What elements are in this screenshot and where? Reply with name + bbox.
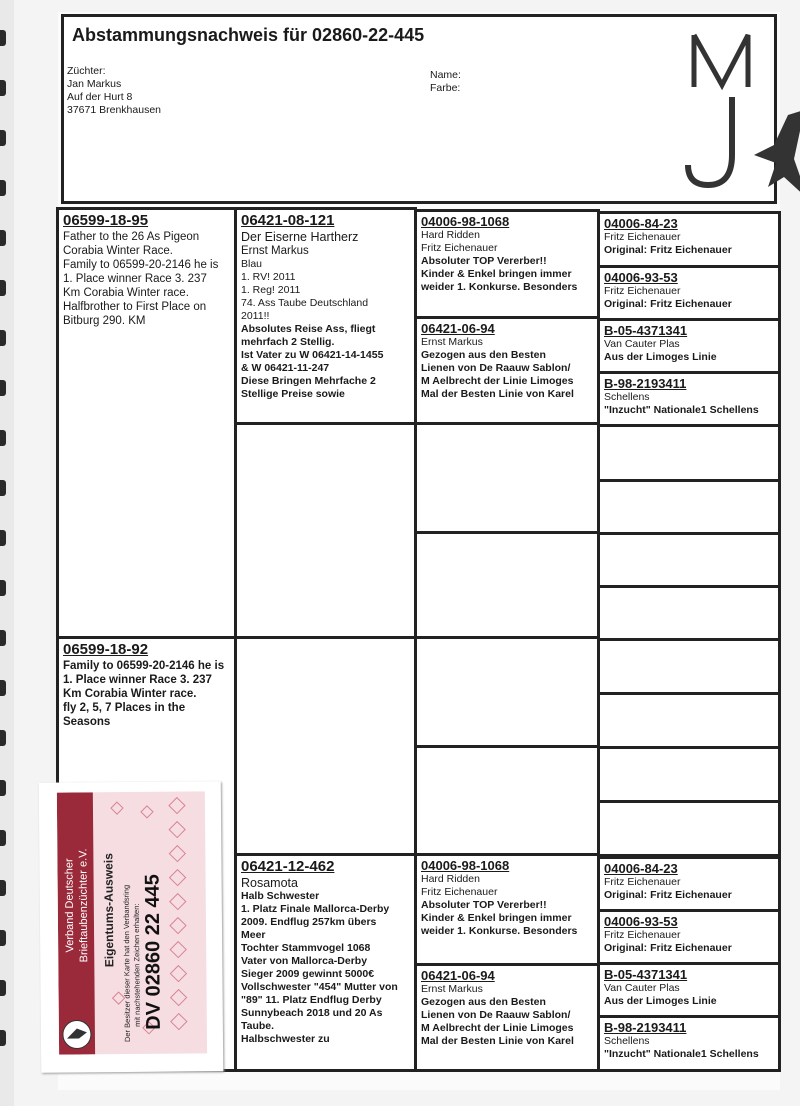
gen3-card-b <box>414 316 600 425</box>
gen4-card-8 <box>597 1015 781 1072</box>
g4-4-breeder: Schellens <box>604 391 650 403</box>
card-title: Eigentums-Ausweis <box>101 853 117 968</box>
breeder-label: Züchter: <box>67 65 106 77</box>
binder-hole <box>0 30 6 46</box>
g3a-info: Absoluter TOP Vererber!! Kinder & Enkel bringen immer weider 1. Konkurse. Besonders <box>421 255 578 293</box>
g4-3-ring: B-05-4371341 <box>604 323 688 338</box>
ff-results: 1. RV! 2011 1. Reg! 2011 74. Ass Taube Deutschland 2011!! <box>241 271 369 322</box>
g4-6-info: Original: Fritz Eichenauer <box>604 942 732 954</box>
empty-cell <box>414 745 600 856</box>
gen4-card-1 <box>597 211 781 268</box>
gen4-card-2 <box>597 265 781 321</box>
g4-8-breeder: Schellens <box>604 1035 650 1047</box>
mm-ring: 06421-12-462 <box>241 858 335 875</box>
empty-cell <box>414 422 600 534</box>
gen4-card-4 <box>597 371 781 427</box>
g3d-ring: 06421-06-94 <box>421 968 495 983</box>
g4-7-breeder: Van Cauter Plas <box>604 982 680 994</box>
mother-mother-card <box>234 853 417 1072</box>
mother-ring: 06599-18-92 <box>63 641 149 658</box>
gen3-card-a <box>414 209 600 319</box>
mm-info: Halb Schwester 1. Platz Finale Mallorca-Derby 2009. Endflug 257km übers Meer Tochter Stammvogel 1068 Vater von Mallorca-Derby Sieger 2009 gewinnt 5000€ Vollschwester "454" Mutter von "89" 11. Platz Endflug Derby Sunnybeach 2018 und 20 As Taube. Halbschwester zu <box>241 890 398 1045</box>
g4-3-info: Aus der Limoges Linie <box>604 351 717 363</box>
ownership-card-body <box>57 791 207 1054</box>
ff-breeder: Ernst Markus <box>241 245 309 257</box>
gen4-card-5 <box>597 856 781 912</box>
empty-cell <box>597 692 781 749</box>
gen4-card-3 <box>597 318 781 374</box>
ff-ring: 06421-08-121 <box>241 212 335 229</box>
g3a-name: Hard Ridden <box>421 229 480 241</box>
father-card <box>56 207 237 639</box>
gen3-card-d <box>414 963 600 1072</box>
card-org-line2: Brieftaubenzüchter e.V. <box>77 848 91 963</box>
color-label: Farbe: <box>430 82 461 94</box>
binder-hole <box>0 180 6 196</box>
g4-7-ring: B-05-4371341 <box>604 967 688 982</box>
g4-8-ring: B-98-2193411 <box>604 1020 687 1035</box>
g3b-breeder: Ernst Markus <box>421 336 483 348</box>
g4-2-ring: 04006-93-53 <box>604 270 678 285</box>
father-info: Father to the 26 As Pigeon Corabia Winter Race. Family to 06599-20-2146 he is 1. Place winner Race 3. 237 Km Corabia Winter race. Halfbrother to First Place on Bitburg 290. KM <box>63 231 219 327</box>
g4-5-ring: 04006-84-23 <box>604 861 678 876</box>
g4-6-ring: 04006-93-53 <box>604 914 678 929</box>
empty-cell <box>597 746 781 803</box>
g4-4-ring: B-98-2193411 <box>604 376 687 391</box>
gen4-card-6 <box>597 909 781 965</box>
g3b-ring: 06421-06-94 <box>421 321 495 336</box>
g4-2-breeder: Fritz Eichenauer <box>604 285 681 297</box>
binder-hole <box>0 830 6 846</box>
g3b-info: Gezogen aus den Besten Lienen von De Raauw Sablon/ M Aelbrecht der Linie Limoges Mal der Besten Linie von Karel <box>421 349 574 400</box>
g4-8-info: "Inzucht" Nationale1 Schellens <box>604 1048 759 1060</box>
binder-hole <box>0 880 6 896</box>
card-note-line2: mit nachstehenden Zeichen erhalten: <box>131 903 142 1027</box>
g4-1-ring: 04006-84-23 <box>604 216 678 231</box>
empty-cell <box>597 424 781 482</box>
g3d-info: Gezogen aus den Besten Lienen von De Raauw Sablon/ M Aelbrecht der Linie Limoges Mal der Besten Linie von Karel <box>421 996 574 1047</box>
g3c-ring: 04006-98-1068 <box>421 858 510 873</box>
gen4-card-7 <box>597 962 781 1018</box>
binder-hole <box>0 630 6 646</box>
breeder-city: 37671 Brenkhausen <box>67 104 161 116</box>
name-color-fields <box>430 69 461 95</box>
ff-color: Blau <box>241 258 263 270</box>
g3c-breeder: Fritz Eichenauer <box>421 886 498 898</box>
g4-5-info: Original: Fritz Eichenauer <box>604 889 732 901</box>
father-ring: 06599-18-95 <box>63 212 149 229</box>
card-note-line1: Der Besitzer dieser Karte hat den Verbandsring <box>121 884 133 1043</box>
binder-hole <box>0 480 6 496</box>
binder-hole <box>0 530 6 546</box>
binder-hole <box>0 680 6 696</box>
g4-2-info: Original: Fritz Eichenauer <box>604 298 732 310</box>
mother-info: Family to 06599-20-2146 he is 1. Place winner Race 3. 237 Km Corabia Winter race. fly 2, 5, 7 Places in the Seasons <box>63 660 225 728</box>
binder-hole <box>0 130 6 146</box>
empty-cell <box>414 636 600 748</box>
page-title: Abstammungsnachweis für 02860-22-445 <box>72 25 425 45</box>
father-father-card <box>234 207 417 425</box>
binder-hole <box>0 380 6 396</box>
g4-6-breeder: Fritz Eichenauer <box>604 929 681 941</box>
g4-4-info: "Inzucht" Nationale1 Schellens <box>604 404 759 416</box>
binder-hole <box>0 1030 6 1046</box>
g3d-breeder: Ernst Markus <box>421 983 483 995</box>
breeder-street: Auf der Hurt 8 <box>67 91 133 103</box>
g3a-breeder: Fritz Eichenauer <box>421 242 498 254</box>
binder-hole <box>0 780 6 796</box>
ownership-card <box>39 781 224 1073</box>
empty-cell <box>597 800 781 857</box>
binder-hole <box>0 230 6 246</box>
ff-info: Absolutes Reise Ass, fliegt mehrfach 2 Stellig. Ist Vater zu W 06421-14-1455 & W 06421-11-247 Diese Bringen Mehrfache 2 Stellige Preise sowie <box>241 323 384 400</box>
gen3-card-c <box>414 853 600 966</box>
binder-hole <box>0 980 6 996</box>
breeder-info <box>67 65 161 117</box>
mm-name: Rosamota <box>241 876 298 890</box>
breeder-name: Jan Markus <box>67 78 122 90</box>
empty-cell <box>597 479 781 535</box>
g3c-info: Absoluter TOP Vererber!! Kinder & Enkel bringen immer weider 1. Konkurse. Besonders <box>421 899 578 937</box>
binder-hole <box>0 80 6 96</box>
binder-hole <box>0 730 6 746</box>
g4-5-breeder: Fritz Eichenauer <box>604 876 681 888</box>
binder-hole <box>0 430 6 446</box>
binder-hole <box>0 580 6 596</box>
empty-cell <box>597 585 781 641</box>
binder-hole <box>0 280 6 296</box>
g3a-ring: 04006-98-1068 <box>421 214 510 229</box>
ff-name: Der Eiserne Hartherz <box>241 230 359 244</box>
name-label: Name: <box>430 69 461 81</box>
empty-cell <box>597 638 781 695</box>
g3c-name: Hard Ridden <box>421 873 480 885</box>
empty-cell <box>234 422 417 639</box>
binder-hole <box>0 930 6 946</box>
g4-1-info: Original: Fritz Eichenauer <box>604 244 732 256</box>
g4-7-info: Aus der Limoges Linie <box>604 995 717 1007</box>
g4-1-breeder: Fritz Eichenauer <box>604 231 681 243</box>
empty-cell <box>597 532 781 588</box>
jm-pigeon-logo <box>684 27 800 207</box>
binder-strip <box>0 0 14 1106</box>
binder-hole <box>0 330 6 346</box>
card-org-line1: Verband Deutscher <box>63 858 77 953</box>
card-ring-number: DV 02860 22 445 <box>141 874 165 1030</box>
g4-3-breeder: Van Cauter Plas <box>604 338 680 350</box>
empty-cell <box>414 531 600 639</box>
empty-cell <box>234 636 417 856</box>
pedigree-header <box>61 14 777 204</box>
